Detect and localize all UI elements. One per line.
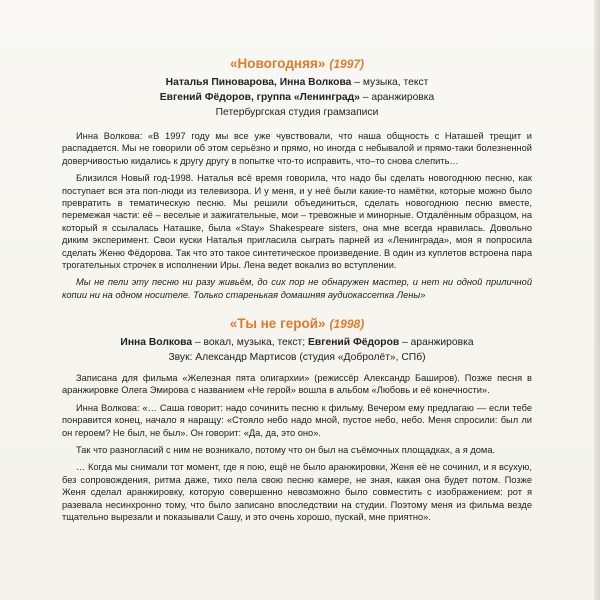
song-title-line	[62, 316, 532, 332]
page-edge-shadow	[594, 0, 600, 600]
credit-roles: – аранжировка	[359, 92, 435, 103]
section-novogodnyaya	[62, 56, 532, 306]
sound-line: Звук: Александр Мартисов (студия «Добролёт», СПб)	[168, 352, 426, 363]
paragraph: Мы не пели эту песню ни разу живьём, до сих пор не обнаружен мастер, и нет ни одной приличной копии ни на одном носителе. Только стаpенькая домашняя аудиокассетка Лены»	[62, 277, 532, 300]
paragraph: Близился Новый год-1998. Наталья всё время говорила, что надо бы сделать новогоднюю песню, как поступает вся эта поп-люди из телевизора. И у меня, и у неё были какие-то намётки, которые можно было превратить в тематическую песню. Мы решили объединиться, сделать новогоднюю песню вместе, перемежая части: её – веселые и зажигательные, мои – тревожные и минорные. Отдалённым образцом, на который я ссылалась Наташке, была «Stay» Shakespeare sisters, она мне всегда нравилась. Довольно диким эксперимент. Свои куски Наталья пригласила сыграть парней из «Ленинграда», моя я попросила сделать Женю Фёдорова. Так что это такое синтетическое произведение. В один из куплетов встроена пара трогательных строчек в исполнении Иры. Лена ведет вокализ во вступлении.	[62, 173, 532, 271]
credits	[62, 335, 532, 365]
paragraph: Так что разногласий с ним не возникало, потому что он был на съёмочных площадках, а я дома.	[76, 445, 496, 456]
paragraph: Инна Волкова: «… Саша говорит: надо сочинить песню к фильму. Вечером ему предлагаю — если тебе понравится конец, начало я наращу: «Стояло небо надо мной, пустое небо, небо. Меня спросили: был ли он героем? Не был, не был». Он говорит: «Да, да, это оно».	[62, 402, 532, 438]
credit-names: Евгений Фёдоров, группа «Ленинград»	[159, 92, 360, 103]
credit-line	[62, 335, 532, 350]
credit-line	[62, 90, 532, 105]
song-title: «Новогодняя»	[229, 56, 326, 71]
credit-roles: – музыка, текст	[351, 77, 429, 88]
song-year: (1997)	[329, 57, 365, 71]
credit-roles: – вокал, музыка, текст;	[192, 337, 308, 348]
song-year: (1998)	[329, 317, 365, 331]
song-title: «Ты не герой»	[229, 316, 326, 331]
section-ty-ne-geroy	[62, 316, 532, 528]
paragraph: Инна Волкова: «В 1997 году мы все уже чувствовали, что наша общность с Наташей трещит и распадается. Мы не говорили об этом серьёзно и прямо, но иногда с небывалой и прямо-таки болезненной доверчивостью кидались к другу другу в попытке что-то исправить, что–то снова слепить…	[62, 131, 532, 166]
credit-line	[62, 75, 532, 90]
credit-roles: – аранжировка	[399, 337, 474, 348]
studio-line: Петербургская студия грамзаписи	[215, 107, 379, 118]
paragraph: Записана для фильма «Железная пята олигархии» (режиссёр Александр Баширов). Позже песня в аранжировке Олега Эмирова с названием «Не герой» вошла в альбом «Любовь и её конечности».	[62, 373, 532, 396]
credit-names: Евгений Фёдоров	[308, 337, 400, 348]
credit-names: Инна Волкова	[120, 337, 193, 348]
song-title-line	[62, 56, 532, 72]
paragraph: … Когда мы снимали тот момент, где я пою, ещё не было аранжировки, Женя её не сочинил, и я всухую, без сопровождения, ритма даже, тихо пела свою песню камере, не зная, какая она будет потом. Позже Женя сделал аранжировку, которую совершенно невозможно было совместить с изображением: рот я разевала несинхронно тому, что было записано впоследствии на студии. Поэтому меня из фильма везде тщательно вырезали и показывали Сашу, и это очень хорошо, пускай, мне приятно».	[62, 462, 532, 523]
credit-names: Наталья Пиноварова, Инна Волкова	[165, 77, 352, 88]
credits	[62, 75, 532, 120]
